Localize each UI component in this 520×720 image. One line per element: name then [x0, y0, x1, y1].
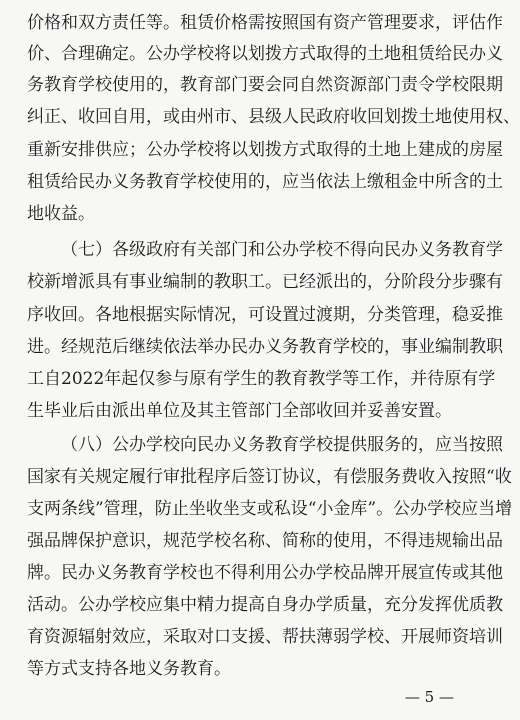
paragraph-3-line-5: 牌。民办义务教育学校也不得利用公办学校品牌开展宣传或其他	[27, 563, 503, 583]
paragraph-2-line-6: 生毕业后由派出单位及其主管部门全部收回并妥善安置。	[27, 401, 452, 421]
page-number: — 5 —	[404, 688, 454, 706]
paragraph-1-line-2: 价、合理确定。公办学校将以划拨方式取得的土地租赁给民办义	[27, 44, 503, 64]
paragraph-3-line-3: 支两条线”管理，防止坐收坐支或私设“小金库”。公办学校应当增	[27, 499, 513, 519]
paragraph-3-line-8: 等方式支持各地义务教育。	[27, 659, 231, 679]
paragraph-1-line-6: 租赁给民办义务教育学校使用的，应当依法上缴租金中所含的土	[27, 172, 503, 192]
paragraph-2-line-5: 工自2022年起仅参与原有学生的教育教学等工作，并待原有学	[27, 369, 496, 389]
paragraph-1-line-7: 地收益。	[27, 204, 95, 224]
paragraph-2-line-3: 序收回。各地根据实际情况，可设置过渡期，分类管理，稳妥推	[27, 305, 503, 325]
paragraph-1-line-1: 价格和双方责任等。租赁价格需按照国有资产管理要求，评估作	[27, 13, 503, 33]
paragraph-3-line-1: （八）公办学校向民办义务教育学校提供服务的，应当按照	[61, 435, 503, 455]
paragraph-1-line-5: 重新安排供应；公办学校将以划拨方式取得的土地上建成的房屋	[27, 140, 503, 160]
paragraph-3-line-2: 国家有关规定履行审批程序后签订协议，有偿服务费收入按照“收	[27, 467, 512, 487]
paragraph-2-line-1: （七）各级政府有关部门和公办学校不得向民办义务教育学	[61, 240, 503, 260]
paragraph-3-line-6: 活动。公办学校应集中精力提高自身办学质量，充分发挥优质教	[27, 595, 503, 615]
paragraph-1-line-3: 务教育学校使用的，教育部门要会同自然资源部门责令学校限期	[27, 75, 503, 95]
paragraph-3-line-4: 强品牌保护意识，规范学校名称、简称的使用，不得违规输出品	[27, 531, 503, 551]
paragraph-3-line-7: 育资源辐射效应，采取对口支援、帮扶薄弱学校、开展师资培训	[27, 627, 503, 647]
paragraph-1-line-4: 纠正、收回自用，或由州市、县级人民政府收回划拨土地使用权、	[27, 107, 520, 127]
paragraph-2-line-2: 校新增派具有事业编制的教职工。已经派出的，分阶段分步骤有	[27, 272, 503, 292]
paragraph-2-line-4: 进。经规范后继续依法举办民办义务教育学校的，事业编制教职	[27, 337, 503, 357]
